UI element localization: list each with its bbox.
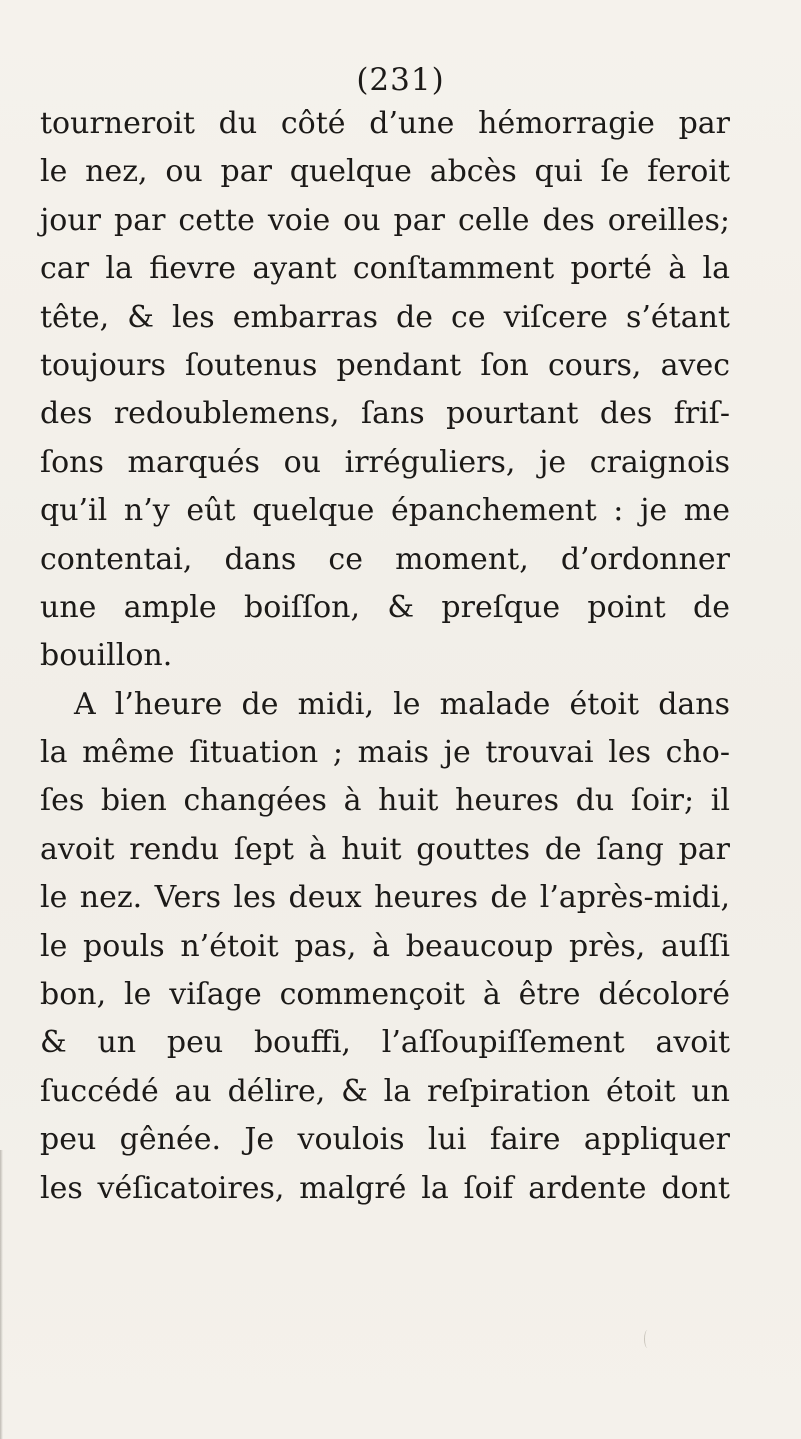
text-line: bon, le viſage commençoit à être décoloré	[40, 977, 730, 1013]
text-line: bouillon.	[40, 638, 173, 674]
page-number: (231)	[356, 62, 445, 98]
text-line: le nez, ou par quelque abcès qui ſe feroit	[40, 154, 730, 190]
text-line: ſes bien changées à huit heures du ſoir; il	[40, 783, 730, 819]
page-edge-shadow	[0, 1150, 3, 1439]
text-line: le nez. Vers les deux heures de l’après-midi,	[40, 880, 730, 916]
text-line: qu’il n’y eût quelque épanchement : je me	[40, 493, 730, 529]
text-line: & un peu bouffi, l’aſſoupiſſement avoit	[40, 1025, 730, 1061]
body-text	[40, 100, 730, 1213]
paper-mark	[644, 1330, 651, 1348]
text-line: les véſicatoires, malgré la ſoif ardente dont	[40, 1170, 730, 1206]
text-line: des redoublemens, ſans pourtant des friſ-	[40, 396, 730, 432]
text-line: toujours ſoutenus pendant ſon cours, avec	[40, 347, 730, 383]
text-line: jour par cette voie ou par celle des oreilles;	[40, 202, 730, 238]
text-line: avoit rendu ſept à huit gouttes de ſang par	[40, 831, 730, 867]
text-line: contentai, dans ce moment, d’ordonner	[40, 541, 730, 577]
text-line: une ample boiſſon, & preſque point de	[40, 589, 730, 625]
text-line: tête, & les embarras de ce viſcere s’étant	[40, 299, 730, 335]
paragraph-start-line: A l’heure de midi, le malade étoit dans	[74, 686, 730, 722]
text-line: ſuccédé au délire, & la reſpiration étoit un	[40, 1073, 730, 1109]
text-line: la même ſituation ; mais je trouvai les cho-	[40, 735, 730, 771]
text-line: ſons marqués ou irréguliers, je craignois	[40, 444, 730, 480]
text-line: le pouls n’étoit pas, à beaucoup près, auſſi	[40, 928, 730, 964]
text-line: tourneroit du côté d’une hémorragie par	[40, 106, 730, 141]
text-line: peu gênée. Je voulois lui faire appliquer	[40, 1122, 730, 1158]
text-line: car la fievre ayant conſtamment porté à la	[40, 251, 730, 287]
